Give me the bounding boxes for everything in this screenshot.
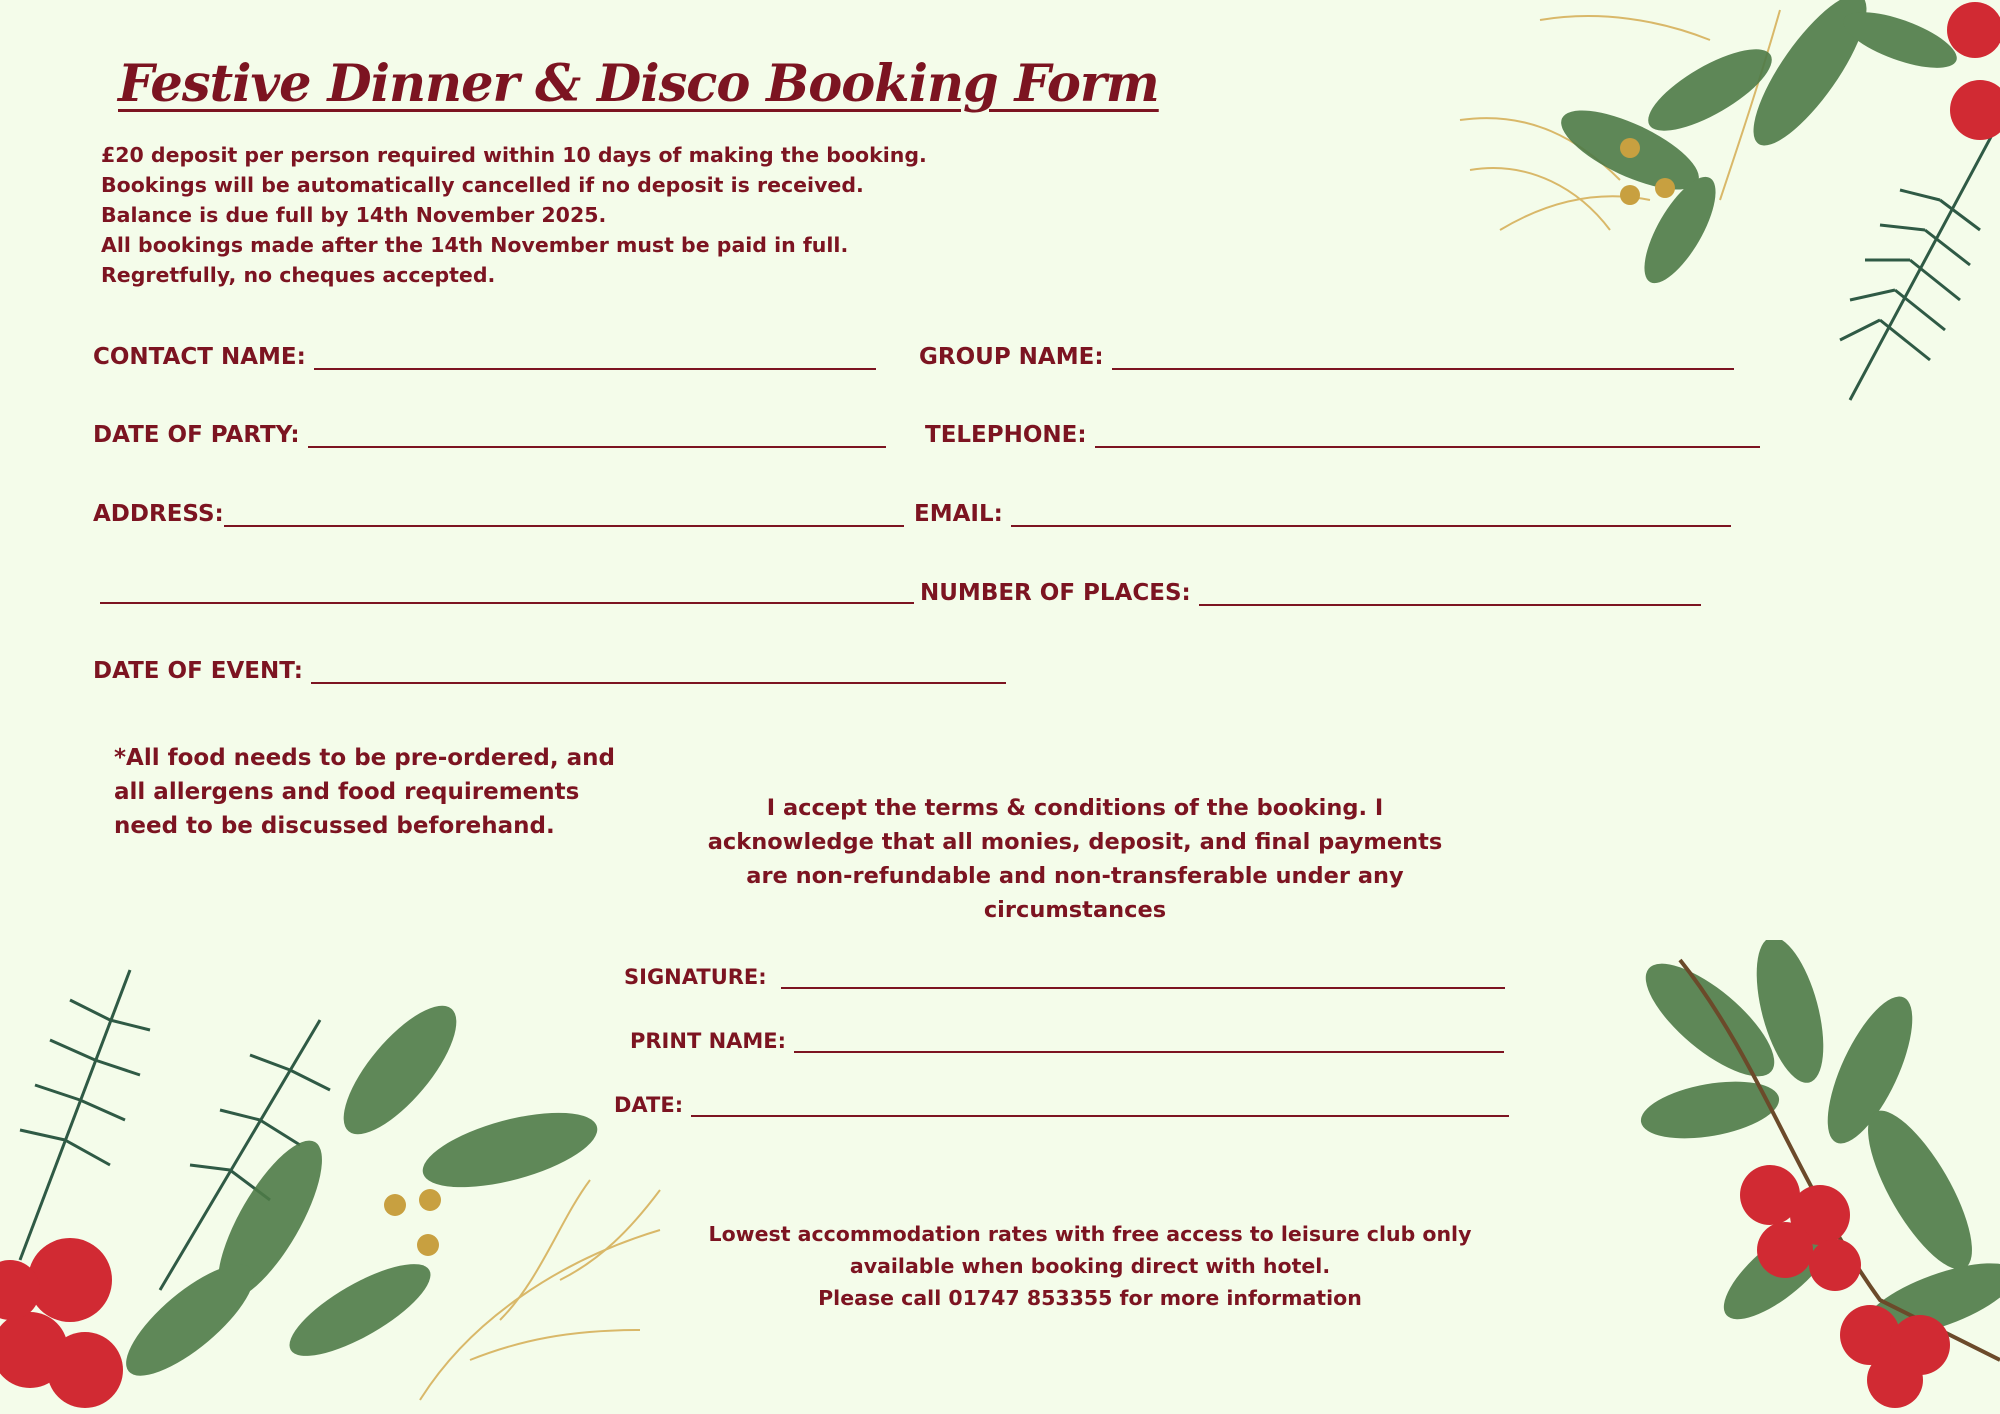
- berry-decoration-bottom-right: [1620, 940, 2000, 1414]
- terms-line: circumstances: [983, 897, 1167, 923]
- terms-line: are non-refundable and non-transferable under any: [746, 863, 1404, 889]
- terms-line: I accept the terms & conditions of the booking. I: [766, 795, 1384, 821]
- form-title: Festive Dinner & Disco Booking Form: [118, 54, 1159, 114]
- date-of-party-input-line[interactable]: [308, 424, 886, 448]
- signature-field: [624, 965, 1505, 989]
- number-of-places-field: [920, 580, 1701, 606]
- number-of-places-label: NUMBER OF PLACES:: [920, 580, 1191, 606]
- holly-decoration-bottom-left: [0, 960, 680, 1414]
- print-name-label: PRINT NAME:: [630, 1029, 787, 1053]
- footer-line: available when booking direct with hotel.: [849, 1254, 1331, 1278]
- date-of-event-input-line[interactable]: [311, 660, 1006, 684]
- address-input-line[interactable]: [224, 503, 904, 527]
- print-name-field: [630, 1029, 1504, 1053]
- email-label: EMAIL:: [914, 501, 1003, 527]
- number-of-places-input-line[interactable]: [1199, 582, 1701, 606]
- booking-terms-intro: [101, 140, 927, 290]
- intro-line: Balance is due full by 14th November 2025.: [101, 203, 607, 227]
- telephone-label: TELEPHONE:: [925, 422, 1087, 448]
- date-of-party-field: [93, 422, 886, 448]
- telephone-input-line[interactable]: [1095, 424, 1760, 448]
- group-name-field: [919, 344, 1734, 370]
- email-input-line[interactable]: [1011, 503, 1731, 527]
- date-of-event-field: [93, 658, 1006, 684]
- terms-acceptance-text: [690, 791, 1460, 927]
- contact-name-label: CONTACT NAME:: [93, 344, 306, 370]
- signature-input-line[interactable]: [781, 965, 1505, 989]
- contact-name-input-line[interactable]: [314, 346, 876, 370]
- note-line: need to be discussed beforehand.: [114, 813, 555, 839]
- date-of-party-label: DATE OF PARTY:: [93, 422, 300, 448]
- date-of-event-label: DATE OF EVENT:: [93, 658, 303, 684]
- address-label: ADDRESS:: [93, 501, 224, 527]
- print-name-input-line[interactable]: [794, 1029, 1504, 1053]
- date-label: DATE:: [614, 1093, 684, 1117]
- intro-line: Regretfully, no cheques accepted.: [101, 263, 496, 287]
- address-second-line-field: [100, 580, 914, 604]
- accommodation-footer: [690, 1218, 1490, 1314]
- note-line: *All food needs to be pre-ordered, and: [114, 745, 615, 771]
- date-field: [614, 1093, 1509, 1117]
- address-field: [93, 501, 904, 527]
- contact-name-field: [93, 344, 876, 370]
- footer-line: Please call 01747 853355 for more information: [818, 1286, 1362, 1310]
- group-name-label: GROUP NAME:: [919, 344, 1104, 370]
- terms-line: acknowledge that all monies, deposit, and final payments: [707, 829, 1443, 855]
- holly-decoration-top-right: [1380, 0, 2000, 440]
- address-second-input-line[interactable]: [100, 580, 914, 604]
- intro-line: All bookings made after the 14th November must be paid in full.: [101, 233, 849, 257]
- note-line: all allergens and food requirements: [114, 779, 580, 805]
- footer-line: Lowest accommodation rates with free access to leisure club only: [708, 1222, 1472, 1246]
- date-input-line[interactable]: [691, 1093, 1509, 1117]
- food-preorder-note: [114, 741, 615, 843]
- intro-line: Bookings will be automatically cancelled if no deposit is received.: [101, 173, 864, 197]
- group-name-input-line[interactable]: [1112, 346, 1734, 370]
- signature-label: SIGNATURE:: [624, 965, 767, 989]
- intro-line: £20 deposit per person required within 10 days of making the booking.: [101, 143, 927, 167]
- telephone-field: [925, 422, 1760, 448]
- email-field: [914, 501, 1731, 527]
